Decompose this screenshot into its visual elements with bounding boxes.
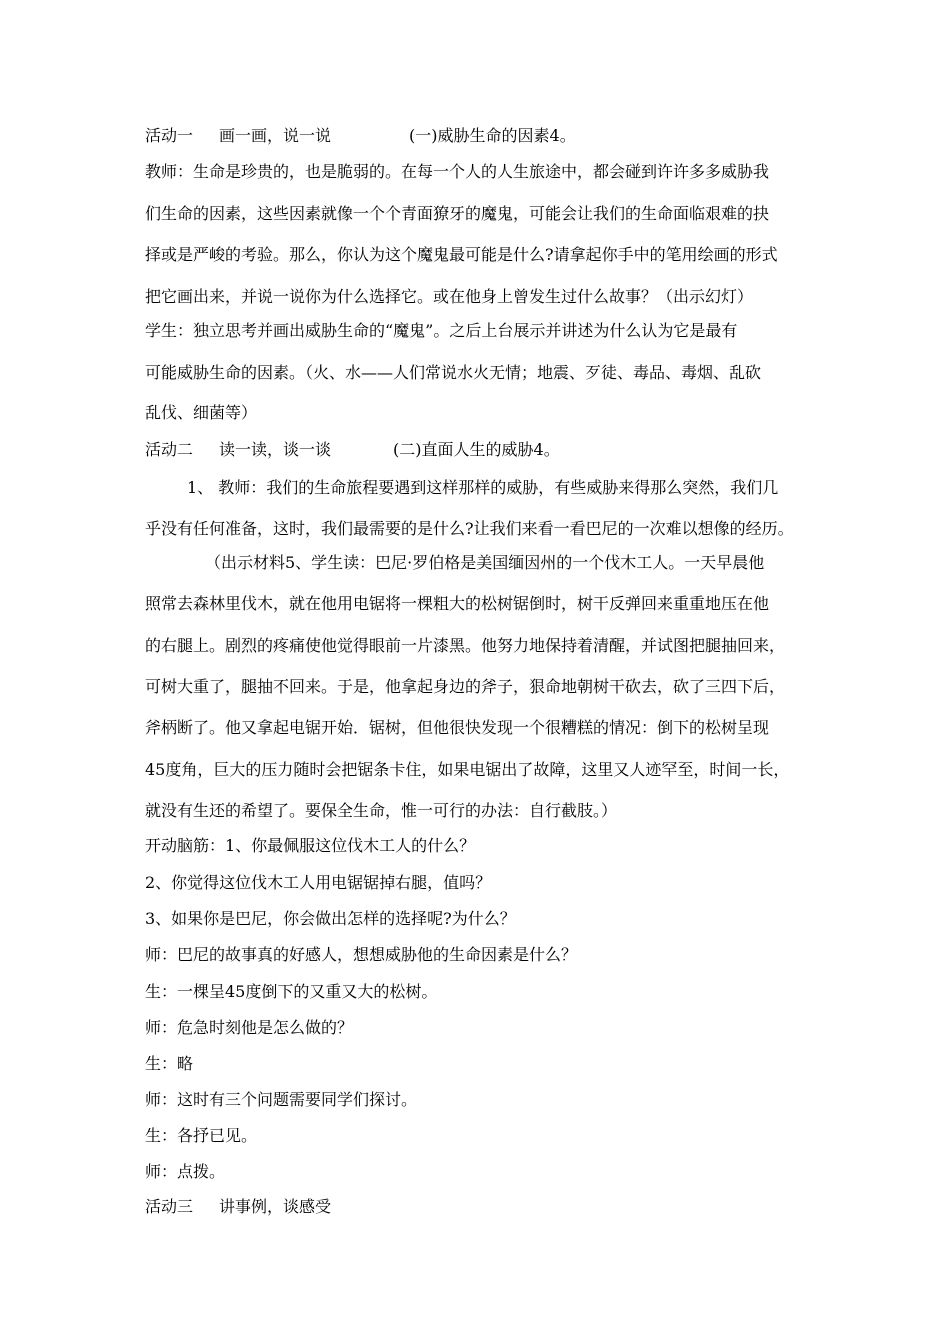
question-line: 开动脑筋：1、你最佩服这位伐木工人的什么？ [145,836,476,855]
dialogue-line: 师：点拨。 [145,1162,226,1181]
student1-line: 学生：独立思考并画出威胁生命的“魔鬼”。之后上台展示并讲述为什么认为它是最有 [145,321,738,340]
item1-line: 1、 教师：我们的生命旅程要遇到这样那样的威胁，有些威胁来得那么突然，我们几 [187,478,779,497]
material-line: 照常去森林里伐木，就在他用电锯将一棵粗大的松树锯倒时，树干反弹回来重重地压在他 [145,594,770,613]
dialogue-line: 师：巴尼的故事真的好感人，想想威胁他的生命因素是什么？ [145,945,578,964]
material-line: 的右腿上。剧烈的疼痛使他觉得眼前一片漆黑。他努力地保持着清醒，并试图把腿抽回来， [145,636,786,655]
dialogue-line: 师：危急时刻他是怎么做的？ [145,1018,354,1037]
dialogue-line: 生：略 [145,1054,194,1073]
material-line: 可树大重了，腿抽不回来。于是，他拿起身边的斧子，狠命地朝树干砍去，砍了三四下后， [145,677,786,696]
activity1-section: (一)威胁生命的因素4。 [409,126,576,145]
material-line: 就没有生还的希望了。要保全生命，惟一可行的办法：自行截肢。） [145,801,618,820]
activity2-title: 读一读，谈一谈 [219,440,332,459]
teacher1-line: 教师：生命是珍贵的，也是脆弱的。在每一个人的人生旅途中，都会碰到许许多多威胁我 [145,162,770,181]
teacher1-line: 把它画出来，并说一说你为什么选择它。或在他身上曾发生过什么故事？（出示幻灯） [145,287,754,306]
activity3-label: 活动三 [145,1197,194,1216]
activity2-heading [145,440,560,460]
student1-line: 乱伐、细菌等） [145,403,258,422]
item1-line: 乎没有任何准备，这时，我们最需要的是什么?让我们来看一看巴尼的一次难以想像的经历。 [145,519,794,538]
dialogue-line: 师：这时有三个问题需要同学们探讨。 [145,1090,418,1109]
activity3-heading [145,1197,331,1217]
material-line: 45度角，巨大的压力随时会把锯条卡住，如果电锯出了故障，这里又人迹罕至，时间一长， [145,760,790,779]
activity2-label: 活动二 [145,440,194,459]
teacher1-line: 择或是严峻的考验。那么，你认为这个魔鬼最可能是什么?请拿起你手中的笔用绘画的形式 [145,245,778,264]
question-line: 2、你觉得这位伐木工人用电锯锯掉右腿，值吗？ [145,873,492,892]
material-line: （出示材料5、学生读：巴尼·罗伯格是美国缅因州的一个伐木工人。一天早晨他 [205,553,765,572]
activity1-heading [145,126,576,146]
activity1-title: 画一画，说一说 [219,126,332,145]
dialogue-line: 生：各抒已见。 [145,1126,258,1145]
activity3-title: 讲事例，谈感受 [219,1197,332,1216]
activity1-label: 活动一 [145,126,194,145]
dialogue-line: 生：一棵呈45度倒下的又重又大的松树。 [145,982,438,1001]
student1-line: 可能威胁生命的因素。（火、水——人们常说水火无情；地震、歹徒、毒品、毒烟、乱砍 [145,363,762,382]
activity2-section: (二)直面人生的威胁4。 [393,440,560,459]
question-line: 3、如果你是巴尼，你会做出怎样的选择呢?为什么？ [145,909,516,928]
teacher1-line: 们生命的因素，这些因素就像一个个青面獠牙的魔鬼，可能会让我们的生命面临艰难的抉 [145,204,770,223]
material-line: 斧柄断了。他又拿起电锯开始．锯树，但他很快发现一个很糟糕的情况：倒下的松树呈现 [145,718,770,737]
